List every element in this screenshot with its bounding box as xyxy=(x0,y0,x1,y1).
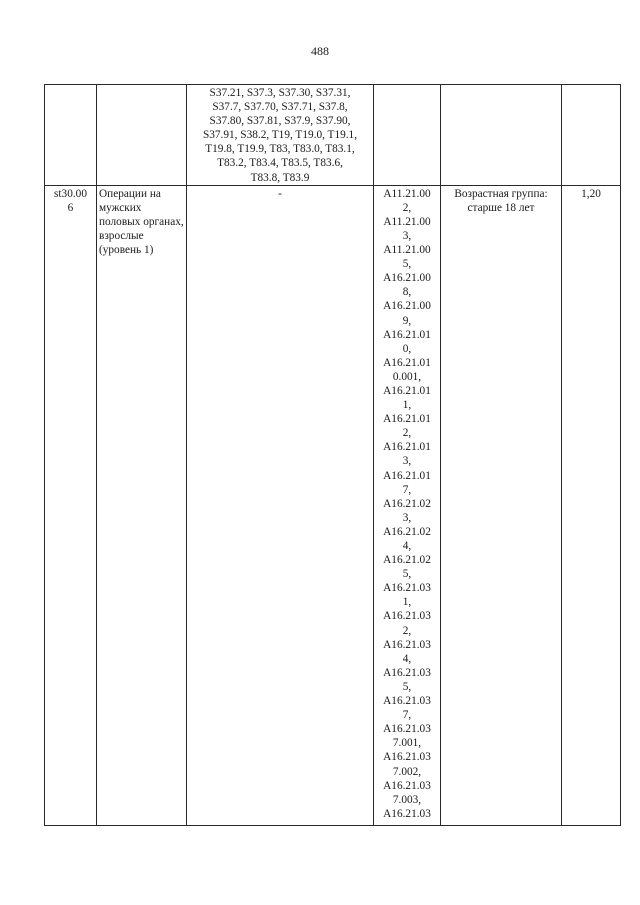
service-code-line: 7.001, xyxy=(392,737,422,750)
diagnosis-value: - xyxy=(278,187,282,200)
service-code-line: A16.21.03 xyxy=(383,779,431,792)
service-code-line: A16.21.03 xyxy=(383,723,431,736)
service-code-line: 5, xyxy=(402,258,412,271)
diagnosis-code-line: S37.7, S37.70, S37.71, S37.8, xyxy=(212,101,348,114)
service-code-line: 4, xyxy=(402,540,412,552)
service-code-line: 3, xyxy=(402,455,412,468)
service-code-line: A16.21.01 xyxy=(383,384,431,397)
code-line: st30.00 xyxy=(54,187,87,200)
service-code-line: A11.21.00 xyxy=(383,244,431,257)
service-code-line: A16.21.03 xyxy=(383,807,431,820)
service-code-line: 2, xyxy=(402,427,412,440)
service-code-line: 0.001, xyxy=(392,370,422,383)
service-code-line: A16.21.02 xyxy=(383,554,431,567)
tariff-table xyxy=(44,84,621,826)
diagnosis-code-line: T83.2, T83.4, T83.5, T83.6, xyxy=(217,157,343,170)
service-code-line: A16.21.03 xyxy=(383,666,431,679)
table-row-st30-006 xyxy=(45,185,621,825)
diagnosis-code-line: S37.21, S37.3, S37.30, S37.31, xyxy=(209,87,351,99)
service-code-line: A16.21.03 xyxy=(383,582,431,595)
service-code-line: 1, xyxy=(402,399,412,412)
service-code-line: A16.21.01 xyxy=(383,469,431,482)
cell-coefficient xyxy=(562,85,621,186)
service-code-line: A11.21.00 xyxy=(383,215,431,228)
cell-name xyxy=(97,85,187,186)
service-code-line: 7, xyxy=(402,709,412,722)
service-code-line: 3, xyxy=(402,511,412,524)
diagnosis-code-line: S37.91, S38.2, T19, T19.0, T19.1, xyxy=(202,129,358,142)
cell-coefficient xyxy=(562,185,621,825)
service-code-line: 5, xyxy=(402,568,412,581)
service-code-line: A16.21.01 xyxy=(383,328,431,341)
service-code-line: 2, xyxy=(402,201,412,214)
service-code-line: A16.21.00 xyxy=(383,272,431,285)
diagnosis-code-line: T83.8, T83.9 xyxy=(250,171,310,184)
service-code-line: 4, xyxy=(402,652,412,665)
service-code-line: A11.21.00 xyxy=(383,187,431,200)
cell-services xyxy=(374,85,441,186)
service-code-line: 0, xyxy=(402,342,412,355)
service-code-line: 8, xyxy=(402,286,412,299)
service-code-line: A16.21.01 xyxy=(383,441,431,454)
service-code-line: A16.21.02 xyxy=(383,525,431,538)
diagnosis-codes-list xyxy=(189,86,371,185)
coefficient-value: 1,20 xyxy=(581,187,601,200)
cell-criteria xyxy=(441,185,562,825)
service-code-line: 7.003, xyxy=(392,793,422,806)
cell-code xyxy=(45,85,97,186)
service-code-line: 5, xyxy=(402,680,412,693)
service-code-line: A16.21.03 xyxy=(383,695,431,708)
criteria-text: Возрастная группа: старше 18 лет xyxy=(454,187,548,214)
diagnosis-code-line: T19.8, T19.9, T83, T83.0, T83.1, xyxy=(205,143,355,156)
service-codes-list xyxy=(376,187,438,821)
service-code-line: 3, xyxy=(402,229,412,242)
cell-code xyxy=(45,185,97,825)
service-code-line: 7, xyxy=(402,483,412,496)
service-code-line: A16.21.03 xyxy=(383,610,431,623)
page-number: 488 xyxy=(311,44,329,58)
service-code-line: 7.002, xyxy=(392,765,422,778)
code-line: 6 xyxy=(67,201,74,214)
service-code-line: 2, xyxy=(402,624,412,637)
service-code-line: A16.21.02 xyxy=(383,497,431,510)
diagnosis-code-line: S37.80, S37.81, S37.9, S37.90, xyxy=(209,115,351,128)
cell-criteria xyxy=(441,85,562,186)
service-code-line: A16.21.03 xyxy=(383,638,431,651)
cell-diagnosis-codes xyxy=(187,85,374,186)
group-name: Операции на мужских половых органах, взрослые (уровень 1) xyxy=(99,187,184,257)
cell-name xyxy=(97,185,187,825)
cell-services xyxy=(374,185,441,825)
service-code-line: A16.21.01 xyxy=(383,356,431,369)
table-row-continuation xyxy=(45,85,621,186)
cell-diagnosis xyxy=(187,185,374,825)
service-code-line: A16.21.00 xyxy=(383,300,431,313)
service-code-line: 1, xyxy=(402,596,412,609)
service-code-line: 9, xyxy=(402,314,412,327)
service-code-line: A16.21.01 xyxy=(383,413,431,426)
service-code-line: A16.21.03 xyxy=(383,751,431,764)
